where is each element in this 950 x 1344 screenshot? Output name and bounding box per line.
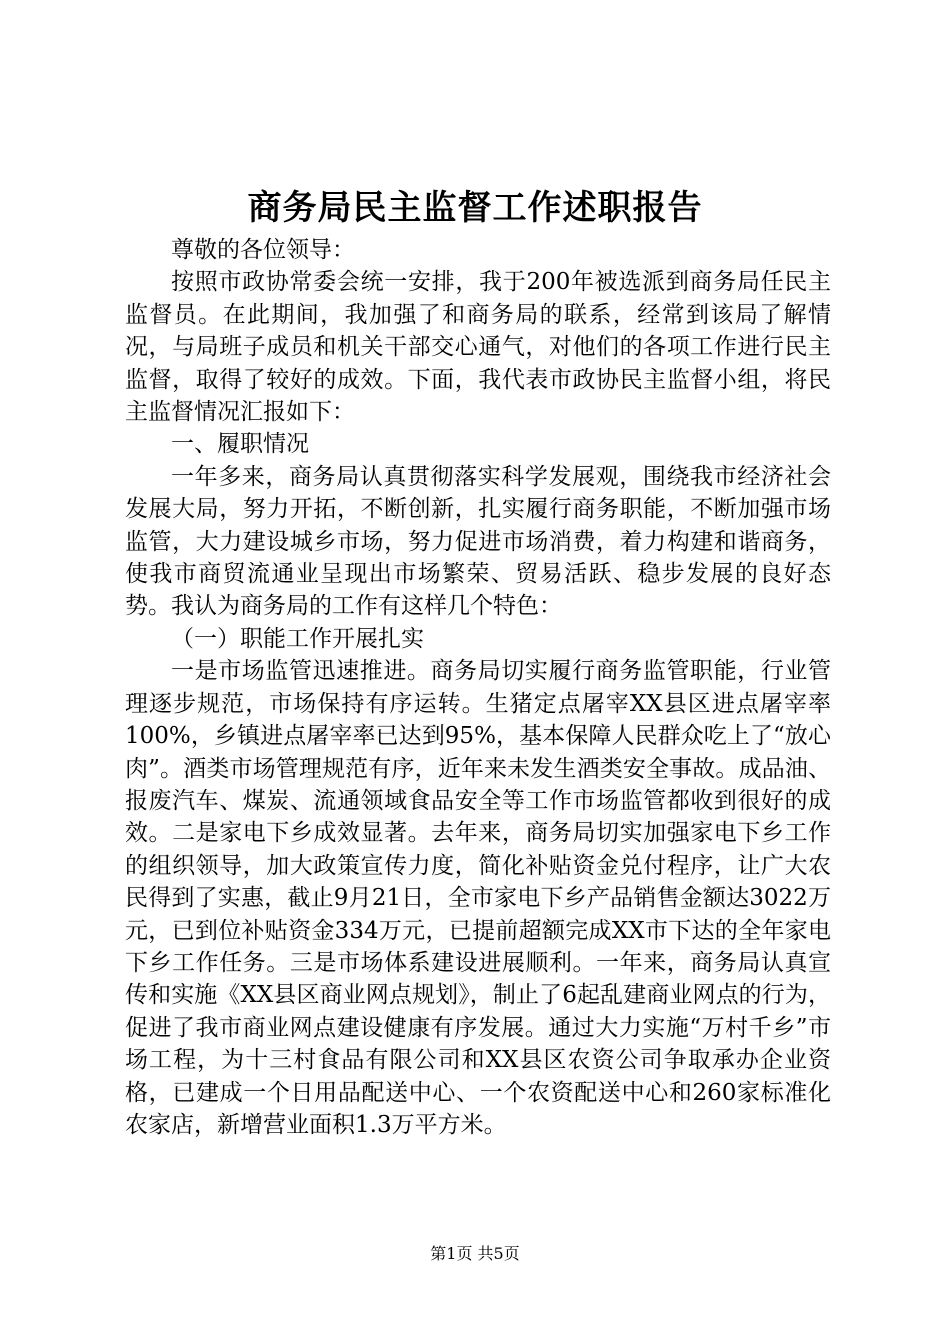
document-body [125,234,831,1141]
salutation-paragraph: 尊敬的各位领导： [171,237,355,263]
section-heading: 一、履职情况 [171,431,309,458]
page-number-footer: 第1页 共5页 [430,1244,520,1263]
intro-paragraph: 按照市政协常委会统一安排，我于200年被选派到商务局任民主监督员。在此期间，我加强了和商务局的联系，经常到该局了解情况，与局班子成员和机关干部交心通气，对他们的各项工作进行民主监督，取得了较好的成效。下面，我代表市政协民主监督小组，将民主监督情况汇报如下： [125,269,831,426]
subsection-heading: （一）职能工作开展扎实 [171,625,424,652]
overview-paragraph: 一年多来，商务局认真贯彻落实科学发展观，围绕我市经济社会发展大局，努力开拓，不断创新，扎实履行商务职能，不断加强市场监管，大力建设城乡市场，努力促进市场消费，着力构建和谐商务，使我市商贸流通业呈现出市场繁荣、贸易活跃、稳步发展的良好态势。我认为商务局的工作有这样几个特色： [125,463,831,620]
detail-paragraph: 一是市场监管迅速推进。商务局切实履行商务监管职能，行业管理逐步规范，市场保持有序运转。生猪定点屠宰XX县区进点屠宰率100%，乡镇进点屠宰率已达到95%，基本保障人民群众吃上了“放心肉”。酒类市场管理规范有序，近年来未发生酒类安全事故。成品油、报废汽车、煤炭、流通领域食品安全等工作市场监管都收到很好的成效。二是家电下乡成效显著。去年来，商务局切实加强家电下乡工作的组织领导，加大政策宣传力度，简化补贴资金兑付程序，让广大农民得到了实惠，截止9月21日，全市家电下乡产品销售金额达3022万元，已到位补贴资金334万元，已提前超额完成XX市下达的全年家电下乡工作任务。三是市场体系建设进展顺利。一年来，商务局认真宣传和实施《XX县区商业网点规划》，制止了6起乱建商业网点的行为，促进了我市商业网点建设健康有序发展。通过大力实施“万村千乡”市场工程，为十三村食品有限公司和XX县区农资公司争取承办企业资格，已建成一个日用品配送中心、一个农资配送中心和260家标准化农家店，新增营业面积1.3万平方米。 [125,658,831,1138]
document-title: 商务局民主监督工作述职报告 [247,188,703,228]
